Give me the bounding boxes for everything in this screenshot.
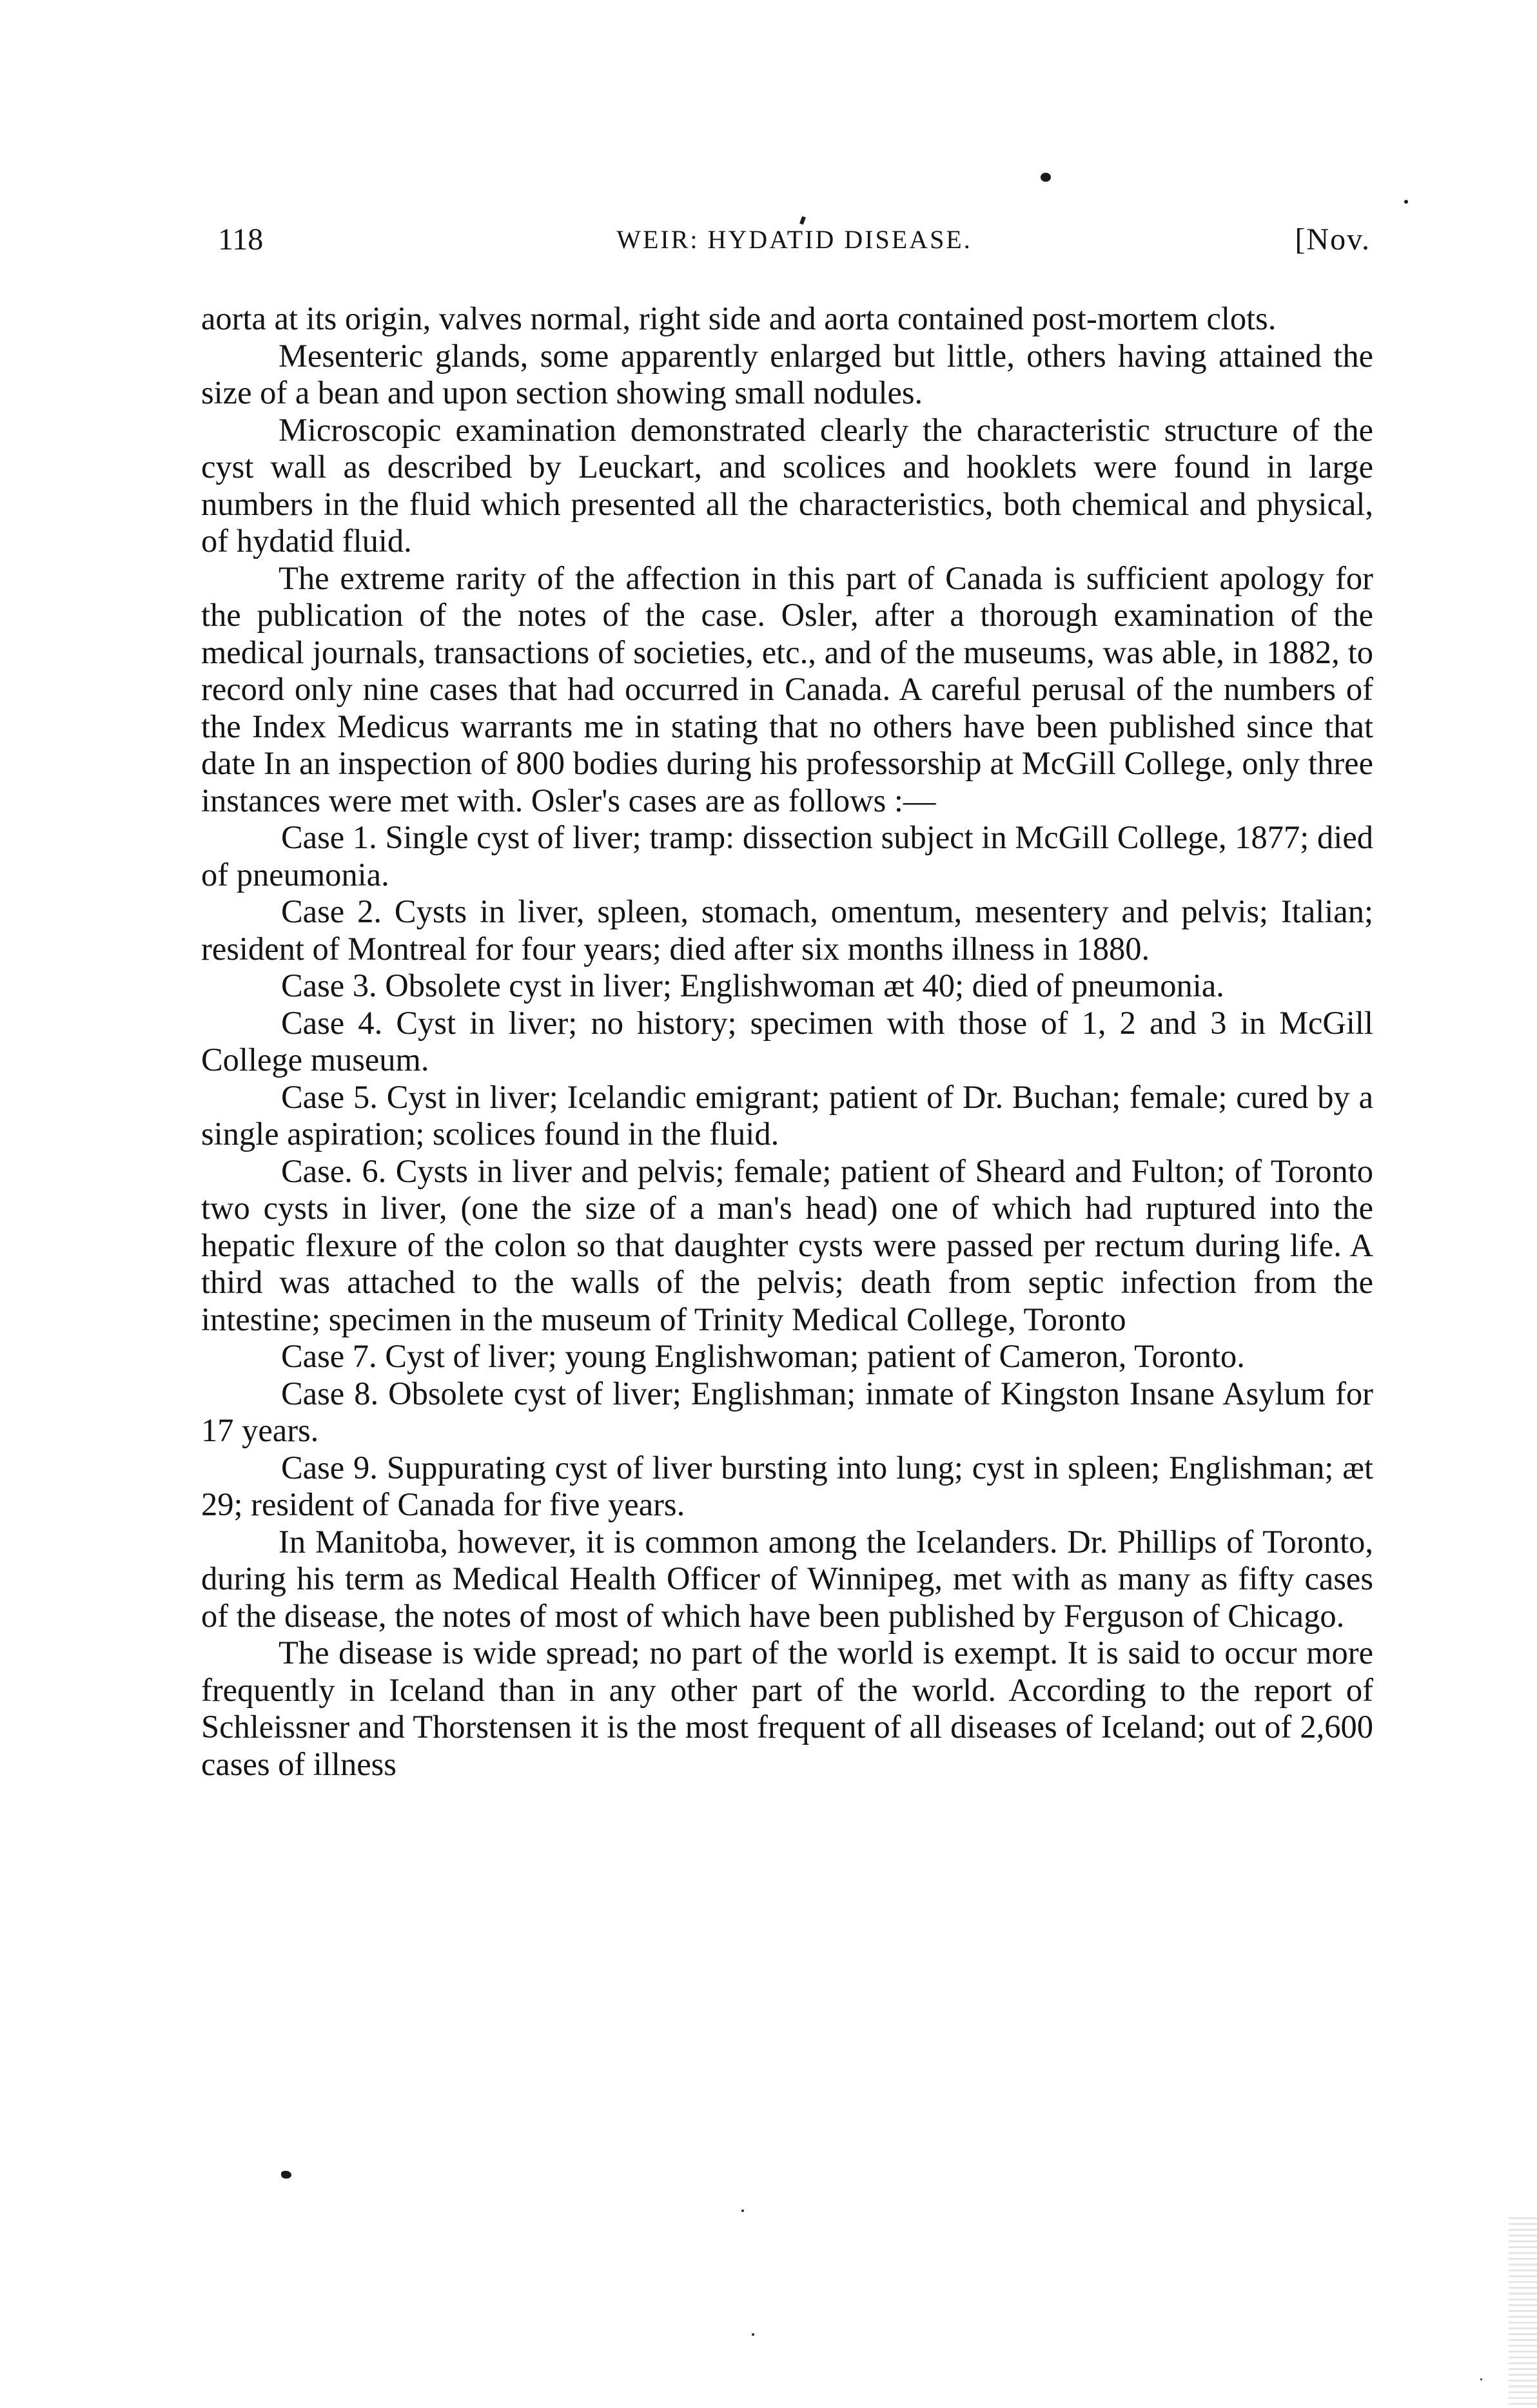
- running-header: [218, 222, 1371, 267]
- article-body: [201, 300, 1373, 1783]
- ink-mark-bottom: [281, 2171, 291, 2179]
- paragraph-microscopic: Microscopic examination demonstrated clearly the characteristic structure of the cyst wall as described by Leuckart, and scolices and hooklets were found in large numbers in the fluid which presented all the characteristics, both chemical and physical, of hydatid fluid.: [201, 411, 1373, 559]
- case-9: Case 9. Suppurating cyst of liver bursting into lung; cyst in spleen; Englishman; æt 29; resident of Canada for five years.: [201, 1449, 1373, 1522]
- case-3: Case 3. Obsolete cyst in liver; Englishwoman æt 40; died of pneumonia.: [281, 967, 1224, 1004]
- paragraph-rarity: The extreme rarity of the affection in this part of Canada is sufficient apology for the publication of the notes of the case. Osler, after a thorough examination of the medical journals, transactions of societies, etc., and of the museums, was able, in 1882, to record only nine cases that had occurred in Canada. A careful perusal of the numbers of the Index Medicus warrants me in stating that no others have been published since that date In an inspection of 800 bodies during his professorship at McGill College, only three instances were met with. Osler's cases are as follows :—: [201, 559, 1373, 819]
- paragraph-mesenteric: Mesenteric glands, some apparently enlarged but little, others having attained the size of a bean and upon section showing small nodules.: [201, 337, 1373, 411]
- paragraph-aorta: aorta at its origin, valves normal, right side and aorta contained post-mortem clots.: [201, 300, 1277, 336]
- case-2: Case 2. Cysts in liver, spleen, stomach, omentum, mesentery and pelvis; Italian; resident of Montreal for four years; died after six months illness in 1880.: [201, 893, 1373, 967]
- paragraph-wide-spread: The disease is wide spread; no part of the world is exempt. It is said to occur more frequently in Iceland than in any other part of the world. According to the report of Schleissner and Thorstensen it is the most frequent of all diseases of Iceland; out of 2,600 cases of illness: [201, 1635, 1373, 1782]
- case-6: Case. 6. Cysts in liver and pelvis; female; patient of Sheard and Fulton; of Toronto two cysts in liver, (one the size of a man's head) one of which had ruptured into the hepatic flexure of the colon so that daughter cysts were passed per rectum during life. A third was attached to the walls of the pelvis; death from septic infection from the intestine; specimen in the museum of Trinity Medical College, Toronto: [201, 1152, 1373, 1337]
- speck-1: [741, 2209, 744, 2212]
- case-8: Case 8. Obsolete cyst of liver; Englishman; inmate of Kingston Insane Asylum for 17 years.: [201, 1375, 1373, 1448]
- speck-2: [752, 2333, 754, 2336]
- page-number: 118: [218, 222, 264, 257]
- case-5: Case 5. Cyst in liver; Icelandic emigrant; patient of Dr. Buchan; female; cured by a single aspiration; scolices found in the fluid.: [201, 1078, 1373, 1152]
- running-month: [Nov.: [1295, 222, 1371, 257]
- case-7: Case 7. Cyst of liver; young Englishwoman; patient of Cameron, Toronto.: [281, 1338, 1245, 1374]
- paragraph-manitoba: In Manitoba, however, it is common among the Icelanders. Dr. Phillips of Toronto, during his term as Medical Health Officer of Winnipeg, met with as many as fifty cases of the disease, the notes of most of which have been published by Ferguson of Chicago.: [201, 1523, 1373, 1634]
- speck-3: [1480, 2378, 1482, 2380]
- scan-edge-noise: [1509, 2217, 1537, 2408]
- case-1: Case 1. Single cyst of liver; tramp: dissection subject in McGill College, 1877; died of pneumonia.: [201, 819, 1373, 893]
- ink-mark-top: [1041, 173, 1051, 182]
- running-title: WEIR: HYDATID DISEASE.: [616, 225, 972, 254]
- ink-mark-right: [1404, 200, 1408, 204]
- case-4: Case 4. Cyst in liver; no history; specimen with those of 1, 2 and 3 in McGill College museum.: [201, 1004, 1373, 1078]
